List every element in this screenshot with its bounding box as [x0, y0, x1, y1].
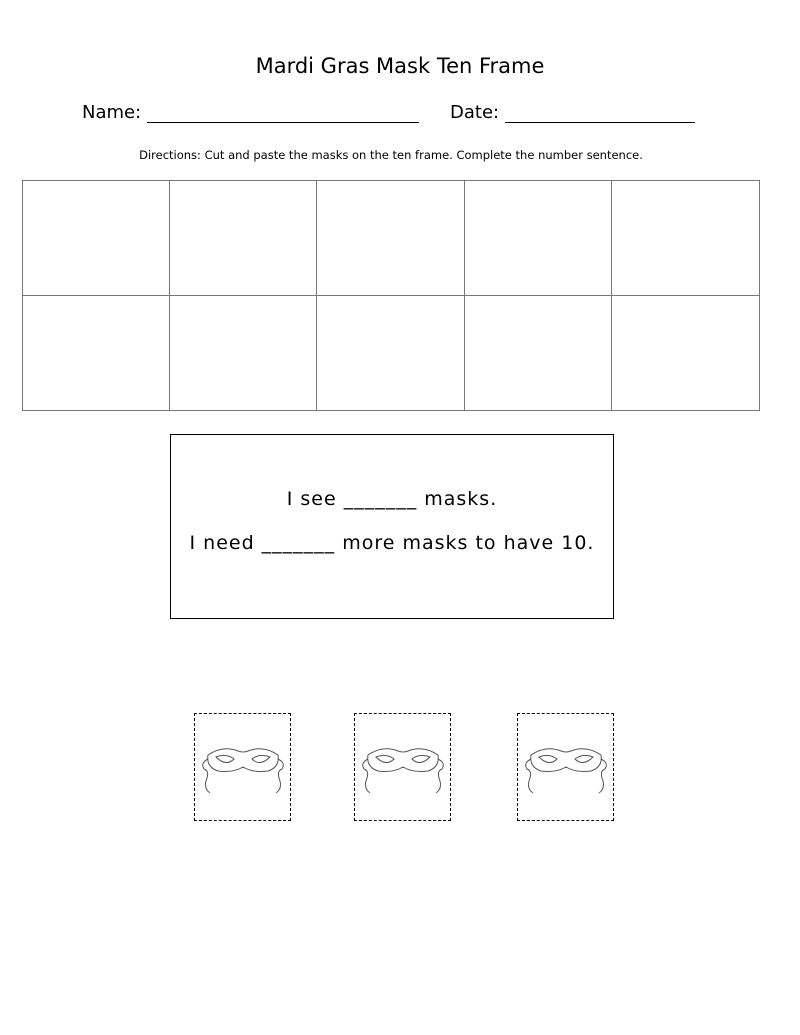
mask-cutout-card [517, 713, 614, 821]
frame-cell [465, 181, 612, 296]
sentence-need: I need _______ more masks to have 10. [189, 532, 595, 554]
frame-cell [23, 296, 170, 411]
frame-cell [612, 181, 759, 296]
mask-icon [521, 737, 611, 797]
mask-cutout-card [354, 713, 451, 821]
name-blank [147, 106, 419, 123]
frame-cell [317, 296, 464, 411]
sentence-see: I see _______ masks. [286, 488, 498, 510]
name-label: Name: [82, 102, 142, 123]
name-field [82, 102, 419, 123]
frame-cell [317, 181, 464, 296]
number-sentence-box [170, 434, 614, 619]
frame-cell [170, 296, 317, 411]
directions: Directions: Cut and paste the masks on the ten frame. Complete the number sentence. [139, 148, 643, 162]
frame-cell [23, 181, 170, 296]
mask-cutout-card [194, 713, 291, 821]
frame-cell [612, 296, 759, 411]
date-label: Date: [450, 102, 500, 123]
date-field [450, 102, 695, 123]
mask-icon [198, 737, 288, 797]
frame-cell [170, 181, 317, 296]
mask-icon [358, 737, 448, 797]
worksheet-title: Mardi Gras Mask Ten Frame [255, 54, 545, 78]
ten-frame [22, 180, 760, 411]
date-blank [505, 106, 695, 123]
frame-cell [465, 296, 612, 411]
